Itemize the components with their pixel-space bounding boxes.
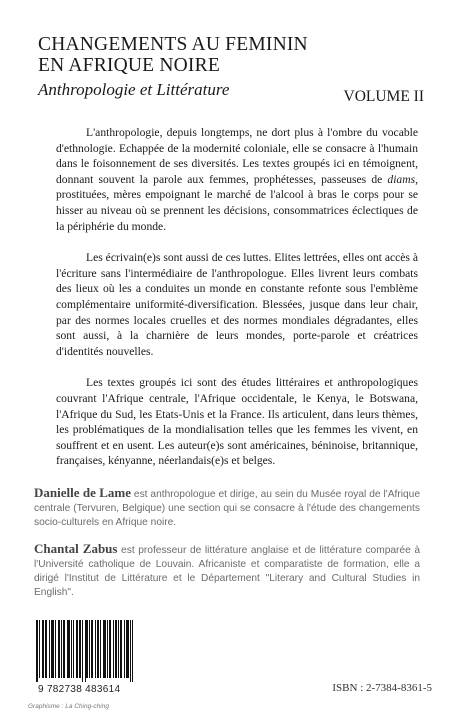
barcode-bar — [116, 620, 117, 678]
barcode-bar — [85, 620, 86, 682]
barcode-bar — [64, 620, 65, 678]
barcode-bar — [73, 620, 74, 678]
barcode-bar — [118, 620, 119, 678]
barcode-bar — [68, 620, 69, 678]
barcode-bar — [63, 620, 64, 678]
barcode-number: 9 782738 483614 — [38, 684, 121, 695]
barcode-bar — [67, 620, 68, 678]
barcode-bar — [103, 620, 104, 678]
barcode-bars — [28, 618, 140, 682]
barcode-bar — [46, 620, 47, 678]
barcode-bar — [36, 620, 37, 682]
barcode-bar — [76, 620, 77, 678]
blurb-paragraph-3: Les textes groupés ici sont des études littéraires et anthropologiques couvrant l'Afrique centrale, l'Afrique occidentale, le Kenya, le Botswana, l'Afrique du Sud, les Etats-Unis et la France. Ils articulent, dans leurs thèmes, les problématiques de la mondialisation telles que les femmes les vivent, en souffrent et en usent. Les auteur(e)s sont américaines, béninoise, britannique, françaises, kényanne, néerlandais(e)s et belges. — [56, 376, 418, 468]
barcode-bar — [45, 620, 46, 678]
barcode-bar — [98, 620, 99, 678]
barcode-bar — [126, 620, 127, 678]
volume-label: VOLUME II — [343, 88, 424, 105]
barcode-bar — [69, 620, 70, 678]
italic-term: diams — [387, 172, 416, 186]
barcode-bar — [105, 620, 106, 678]
barcode-bar — [107, 620, 108, 678]
barcode-bar — [71, 620, 72, 678]
barcode-bar — [132, 620, 133, 682]
barcode-bar — [121, 620, 122, 678]
barcode-bar — [100, 620, 101, 678]
book-title-line-1: CHANGEMENTS AU FEMININ — [38, 34, 308, 55]
barcode-bar — [128, 620, 129, 678]
barcode-bar — [52, 620, 53, 678]
barcode-bar — [61, 620, 62, 678]
barcode-bar — [127, 620, 128, 678]
blurb — [56, 125, 418, 485]
barcode-bar — [80, 620, 81, 678]
barcode-bar — [77, 620, 78, 678]
barcode-bar — [53, 620, 54, 678]
graphic-credit: Graphisme : La Ching-ching — [28, 703, 109, 710]
barcode-bar — [124, 620, 125, 678]
barcode-bar — [43, 620, 44, 678]
bio-name: Danielle de Lame — [34, 485, 131, 500]
barcode-bar — [113, 620, 114, 678]
barcode-bar — [58, 620, 59, 678]
book-subtitle: Anthropologie et Littérature — [38, 80, 230, 99]
bio-danielle-de-lame: Danielle de Lame est anthropologue et dirige, au sein du Musée royal de l'Afrique centrale (Tervuren, Belgique) une section qui se consacre à l'étude des changements socio-culturels en Afrique noire. — [34, 485, 420, 528]
blurb-paragraph-2: Les écrivain(e)s sont aussi de ces luttes. Elites lettrées, elles ont accès à l'écriture sans l'intermédiaire de l'anthropologue. Elles livrent leurs combats des lieux où les a conduites un monde en constante refonte sous l'emblème complémentaire uniformité-diversification. Blessées, jusque dans leur chair, par des normes locales cruelles et des normes mondiales dégradantes, elles sont aussi, à la charnière de leurs mondes, porte-parole et créatrices d'identités nouvelles. — [56, 251, 418, 358]
barcode-bar — [55, 620, 56, 678]
barcode-bar — [110, 620, 111, 678]
barcode-bar — [120, 620, 121, 678]
barcode-bar — [109, 620, 110, 678]
barcode-bar — [82, 620, 83, 682]
barcode-bar — [95, 620, 96, 678]
barcode-bar — [97, 620, 98, 678]
book-title-line-2: EN AFRIQUE NOIRE — [38, 55, 220, 76]
barcode-bar — [89, 620, 90, 678]
barcode-bar — [104, 620, 105, 678]
barcode-bar — [42, 620, 43, 678]
barcode-bar — [86, 620, 87, 678]
barcode-bar — [51, 620, 52, 678]
barcode-bar — [87, 620, 88, 678]
blurb-paragraph-1: L'anthropologie, depuis longtemps, ne dort plus à l'ombre du vocable d'ethnologie. Echappée de la modernité coloniale, elle se consacre à l'humain dans le foisonnement de ses diversités. Les textes groupés ici en témoignent, donnant souvent la parole aux femmes, prophétesses, passeuses de diams, prostituées, mères empoignant le marché de l'alcool à bras le corps pour se hisser au niveau où se prennent les décisions, consommatrices éclectiques de la périphérie du monde. — [56, 126, 418, 233]
barcode-bar — [91, 620, 92, 678]
book-title — [38, 34, 338, 76]
barcode-bar — [39, 620, 40, 678]
isbn: ISBN : 2-7384-8361-5 — [332, 682, 432, 694]
editor-bios — [34, 486, 420, 612]
barcode-bar — [49, 620, 50, 678]
bio-chantal-zabus: Chantal Zabus est professeur de littérature anglaise et de littérature comparée à l'Université catholique de Louvain. Africaniste et comparatiste de formation, elle a dirigé l'Institut de Littérature et le Département "Literary and Cultural Studies in English". — [34, 541, 420, 598]
barcode — [28, 618, 140, 698]
bio-name: Chantal Zabus — [34, 541, 118, 556]
barcode-bar — [92, 620, 93, 678]
barcode-bar — [37, 620, 38, 682]
barcode-bar — [79, 620, 80, 678]
barcode-bar — [130, 620, 131, 682]
barcode-bar — [115, 620, 116, 678]
barcode-bar — [59, 620, 60, 678]
